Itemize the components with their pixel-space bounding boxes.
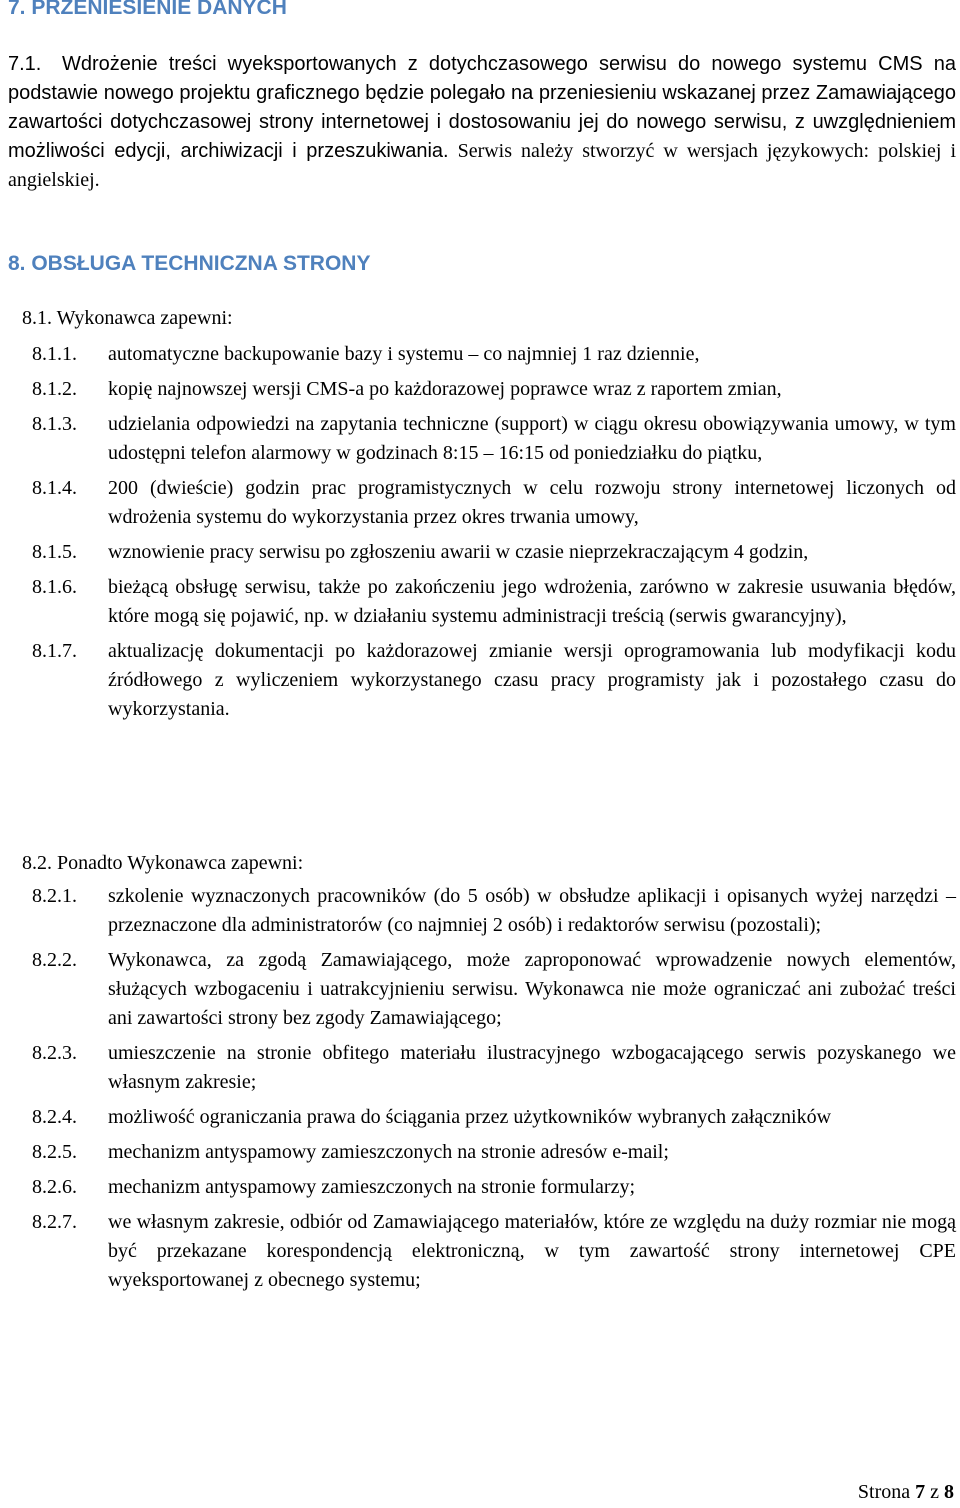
footer-page-number: 7 [915,1481,926,1503]
list-item-number: 8.1.1. [32,343,77,365]
list-item-text: automatyczne backupowanie bazy i systemu – co najmniej 1 raz dziennie, [108,343,700,365]
list-item-number: 8.2.7. [32,1211,77,1233]
list-item-text: możliwość ograniczania prawa do ściągania przez użytkowników wybranych załączników [108,1106,832,1128]
paragraph-7-1 [8,50,956,195]
list-item [32,946,956,1033]
list-item-number: 8.1.7. [32,640,77,662]
list-item-number: 8.2.1. [32,885,77,907]
list-item-text: wznowienie pracy serwisu po zgłoszeniu awarii w czasie nieprzekraczającym 4 godzin, [108,541,809,563]
list-item [32,538,956,567]
list-item-text: bieżącą obsługę serwisu, także po zakończeniu jego wdrożenia, zarówno w zakresie usuwania błędów, które mogą się pojawić, np. w działaniu systemu administracji treścią (serwis gwarancyjny), [108,576,956,627]
list-item-number: 8.1.6. [32,576,77,598]
list-item-text: kopię najnowszej wersji CMS-a po każdorazowej poprawce wraz z raportem zmian, [108,378,782,400]
paragraph-7-1-number: 7.1. [8,53,42,75]
list-item-number: 8.2.6. [32,1176,77,1198]
list-item-text: we własnym zakresie, odbiór od Zamawiającego materiałów, które ze względu na duży rozmiar nie mogą być przekazane korespondencją elektroniczną, w tym zawartość strony internetowej CPE wyeksportowanej z obecnego systemu; [108,1211,956,1291]
list-item-number: 8.1.5. [32,541,77,563]
list-item-text: mechanizm antyspamowy zamieszczonych na stronie adresów e-mail; [108,1141,669,1163]
footer-total-pages: 8 [944,1481,954,1503]
paragraph-7-1-tail: Serwis należy stworzyć w wersjach językowych: polskiej i angielskiej. [8,140,956,191]
page-footer [858,1481,954,1504]
list-item [32,573,956,631]
list-item-text: Wykonawca, za zgodą Zamawiającego, może zaproponować wprowadzenie nowych elementów, służących wzbogaceniu i uatrakcyjnieniu serwisu. Wykonawca nie może ograniczać ani zubożać treści ani zawartości strony bez zgody Zamawiającego; [108,949,956,1029]
subsection-8-2-heading: 8.2. Ponadto Wykonawca zapewni: [22,852,304,874]
list-item [32,474,956,532]
list-item [32,410,956,468]
list-item-number: 8.2.4. [32,1106,77,1128]
list-item-number: 8.1.4. [32,477,77,499]
list-item [32,637,956,724]
list-item [32,1208,956,1295]
list-item-text: szkolenie wyznaczonych pracowników (do 5 osób) w obsłudze aplikacji i opisanych wyżej narzędzi – przeznaczone dla administratorów (co najmniej 2 osób) i redaktorów serwisu (pozostali); [108,885,956,936]
list-8-1 [32,340,956,730]
list-item [32,340,956,369]
subsection-8-1-heading: 8.1. Wykonawca zapewni: [22,307,233,329]
list-item [32,882,956,940]
list-item [32,375,956,404]
list-item-number: 8.2.2. [32,949,77,971]
footer-of: z [930,1481,939,1503]
paragraph-7-1-lead: Wdrożenie treści wyeksportowanych z dotychczasowego serwisu do nowego systemu CMS na podstawie nowego projektu graficznego będzie polegało na przeniesieniu wskazanej przez Zamawiającego zawartości dotychczasowej strony internetowej i dostosowaniu jej do nowego serwisu, z uwzględnieniem możliwości edycji, archiwizacji i przeszukiwania. [8,53,956,162]
list-item [32,1039,956,1097]
section-8-title: 8. OBSŁUGA TECHNICZNA STRONY [8,252,371,275]
list-item-text: umieszczenie na stronie obfitego materiału ilustracyjnego wzbogacającego serwis pozyskanego we własnym zakresie; [108,1042,956,1093]
list-item-number: 8.1.2. [32,378,77,400]
list-item-text: aktualizację dokumentacji po każdorazowej zmianie wersji oprogramowania lub modyfikacji kodu źródłowego z wyliczeniem wykorzystanego czasu pracy programisty jak i pozostałego czasu do wykorzystania. [108,640,956,720]
list-item-text: 200 (dwieście) godzin prac programistycznych w celu rozwoju strony internetowej liczonych od wdrożenia systemu do wykorzystania przez okres trwania umowy, [108,477,956,528]
list-item-text: mechanizm antyspamowy zamieszczonych na stronie formularzy; [108,1176,636,1198]
list-item [32,1103,956,1132]
list-item [32,1138,956,1167]
list-item-number: 8.2.3. [32,1042,77,1064]
section-7-title: 7. PRZENIESIENIE DANYCH [8,0,287,19]
list-item [32,1173,956,1202]
footer-prefix: Strona [857,1481,911,1503]
list-8-2 [32,882,956,1301]
list-item-number: 8.2.5. [32,1141,77,1163]
list-item-number: 8.1.3. [32,413,77,435]
list-item-text: udzielania odpowiedzi na zapytania techniczne (support) w ciągu okresu obowiązywania umowy, w tym udostępni telefon alarmowy w godzinach 8:15 – 16:15 od poniedziałku do piątku, [108,413,956,464]
